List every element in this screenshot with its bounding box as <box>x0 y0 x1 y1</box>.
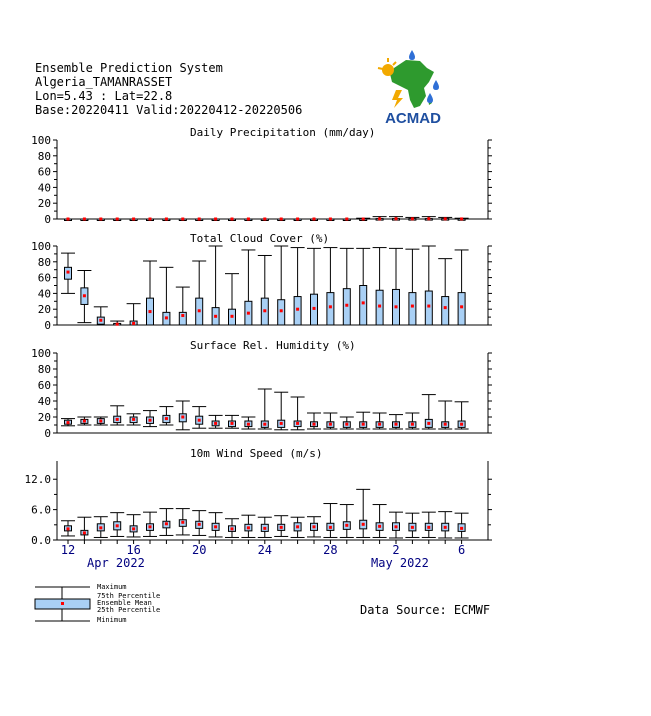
y-tick-label: 100 <box>31 134 51 147</box>
mean-marker <box>231 527 234 530</box>
mean-marker <box>99 526 102 529</box>
iqr-box <box>458 293 465 325</box>
mean-marker <box>132 218 135 221</box>
mean-marker <box>214 218 217 221</box>
mean-marker <box>280 309 283 312</box>
panel-2 <box>53 246 492 326</box>
month-label-may: May 2022 <box>371 556 429 570</box>
mean-marker <box>444 306 447 309</box>
mean-marker <box>460 217 463 220</box>
panel-title: Total Cloud Cover (%) <box>190 232 330 245</box>
mean-marker <box>132 418 135 421</box>
mean-marker <box>181 314 184 317</box>
mean-marker <box>395 525 398 528</box>
forecast-dates: Base:20220411 Valid:20220412-20220506 <box>35 103 303 117</box>
legend <box>35 587 90 621</box>
x-tick-label: 28 <box>323 543 338 557</box>
mean-marker <box>181 218 184 221</box>
mean-marker <box>181 521 184 524</box>
mean-marker <box>198 309 201 312</box>
mean-marker <box>247 218 250 221</box>
panel-title: Daily Precipitation (mm/day) <box>190 126 376 139</box>
month-label-april: Apr 2022 <box>87 556 145 570</box>
mean-marker <box>99 218 102 221</box>
x-tick-label: 6 <box>457 543 466 557</box>
mean-marker <box>378 423 381 426</box>
mean-marker <box>395 305 398 308</box>
mean-marker <box>116 418 119 421</box>
mean-marker <box>165 316 168 319</box>
y-tick-label: 0 <box>44 427 51 440</box>
mean-marker <box>67 527 70 530</box>
mean-marker <box>427 422 430 425</box>
legend-label: Maximum <box>97 583 127 591</box>
mean-marker <box>247 526 250 529</box>
mean-marker <box>99 420 102 423</box>
chart-title: Ensemble Prediction System <box>35 61 223 75</box>
mean-marker <box>345 524 348 527</box>
panel-1 <box>53 140 492 221</box>
mean-marker <box>329 305 332 308</box>
mean-marker <box>165 218 168 221</box>
y-tick-label: 60 <box>37 271 51 285</box>
x-tick-label: 12 <box>60 543 76 557</box>
iqr-box <box>376 290 383 325</box>
mean-marker <box>149 218 152 221</box>
mean-marker <box>263 527 266 530</box>
y-tick-label: 40 <box>37 395 51 408</box>
mean-marker <box>263 309 266 312</box>
mean-marker <box>362 523 365 526</box>
iqr-box <box>425 291 432 325</box>
y-tick-label: 60 <box>37 379 51 392</box>
legend-label: Minimum <box>97 616 127 624</box>
mean-marker <box>67 421 70 424</box>
mean-marker <box>247 312 250 315</box>
mean-marker <box>116 218 119 221</box>
mean-marker <box>395 423 398 426</box>
mean-marker <box>296 422 299 425</box>
legend-label: 25th Percentile <box>97 606 161 614</box>
mean-marker <box>460 305 463 308</box>
mean-marker <box>427 305 430 308</box>
y-tick-label: 40 <box>37 181 51 195</box>
mean-marker <box>67 271 70 274</box>
mean-marker <box>329 526 332 529</box>
mean-marker <box>329 218 332 221</box>
y-tick-label: 80 <box>37 363 51 376</box>
mean-marker <box>132 322 135 325</box>
mean-marker <box>313 307 316 310</box>
station-name: Algeria_TAMANRASSET <box>35 75 173 89</box>
y-tick-label: 100 <box>31 347 51 360</box>
x-tick-label: 24 <box>257 543 273 557</box>
mean-marker <box>296 525 299 528</box>
mean-marker <box>165 417 168 420</box>
mean-marker <box>427 217 430 220</box>
mean-marker <box>378 217 381 220</box>
y-tick-label: 0 <box>44 319 51 332</box>
mean-marker <box>83 531 86 534</box>
mean-marker <box>362 218 365 221</box>
mean-marker <box>411 217 414 220</box>
mean-marker <box>181 416 184 419</box>
panel-4 <box>53 461 492 544</box>
mean-marker <box>444 423 447 426</box>
mean-marker <box>411 526 414 529</box>
logo-text: ACMAD <box>385 110 441 127</box>
iqr-box <box>343 289 350 325</box>
mean-marker <box>280 526 283 529</box>
mean-marker <box>313 218 316 221</box>
mean-marker <box>149 419 152 422</box>
legend-label: Ensemble Mean <box>97 599 152 607</box>
mean-marker <box>116 524 119 527</box>
iqr-box <box>294 297 301 325</box>
mean-marker <box>214 315 217 318</box>
y-tick-label: 80 <box>37 149 51 163</box>
mean-marker <box>263 423 266 426</box>
mean-marker <box>460 423 463 426</box>
mean-marker <box>214 422 217 425</box>
mean-marker <box>427 526 430 529</box>
y-tick-label: 0.0 <box>31 534 51 547</box>
y-tick-label: 20 <box>37 411 51 424</box>
x-tick-label: 16 <box>126 543 141 557</box>
mean-marker <box>280 218 283 221</box>
mean-marker <box>231 315 234 318</box>
y-tick-label: 6.0 <box>31 503 51 517</box>
mean-marker <box>231 218 234 221</box>
mean-marker <box>444 217 447 220</box>
mean-marker <box>411 423 414 426</box>
y-tick-label: 12.0 <box>24 473 51 487</box>
mean-marker <box>83 218 86 221</box>
mean-marker <box>313 423 316 426</box>
mean-marker <box>263 218 266 221</box>
y-tick-label: 0 <box>44 213 51 226</box>
mean-marker <box>116 323 119 326</box>
y-tick-label: 20 <box>37 303 51 317</box>
mean-marker <box>231 422 234 425</box>
mean-marker <box>444 526 447 529</box>
mean-marker <box>460 527 463 530</box>
mean-marker <box>313 525 316 528</box>
mean-marker <box>83 294 86 297</box>
mean-marker <box>378 525 381 528</box>
mean-marker <box>132 527 135 530</box>
mean-marker <box>149 310 152 313</box>
x-tick-label: 2 <box>392 543 400 557</box>
mean-marker <box>247 423 250 426</box>
panel-3 <box>53 353 492 433</box>
mean-marker <box>395 217 398 220</box>
y-tick-label: 40 <box>37 287 51 301</box>
legend-label: 75th Percentile <box>97 592 161 600</box>
panel-title: Surface Rel. Humidity (%) <box>190 339 356 352</box>
mean-marker <box>83 420 86 423</box>
mean-marker <box>411 305 414 308</box>
mean-marker <box>329 423 332 426</box>
iqr-box <box>327 293 334 325</box>
mean-marker <box>67 218 70 221</box>
mean-marker <box>362 301 365 304</box>
mean-marker <box>378 305 381 308</box>
x-tick-label: 20 <box>191 543 207 557</box>
mean-marker <box>345 423 348 426</box>
mean-marker <box>198 523 201 526</box>
iqr-box <box>360 286 367 326</box>
iqr-box <box>442 297 449 325</box>
mean-marker <box>198 419 201 422</box>
legend-mean-marker <box>61 602 64 605</box>
y-tick-label: 60 <box>37 165 51 179</box>
station-coords: Lon=5.43 : Lat=22.8 <box>35 89 173 103</box>
y-tick-label: 80 <box>37 255 51 269</box>
mean-marker <box>345 218 348 221</box>
mean-marker <box>280 422 283 425</box>
iqr-box <box>278 300 285 325</box>
data-source: Data Source: ECMWF <box>360 603 491 617</box>
y-tick-label: 20 <box>37 197 51 211</box>
mean-marker <box>165 522 168 525</box>
mean-marker <box>99 319 102 322</box>
mean-marker <box>149 525 152 528</box>
mean-marker <box>214 525 217 528</box>
panel-title: 10m Wind Speed (m/s) <box>190 447 323 460</box>
mean-marker <box>296 308 299 311</box>
mean-marker <box>345 304 348 307</box>
y-tick-label: 100 <box>31 240 51 253</box>
mean-marker <box>362 423 365 426</box>
mean-marker <box>296 218 299 221</box>
mean-marker <box>198 218 201 221</box>
iqr-box <box>409 293 416 325</box>
